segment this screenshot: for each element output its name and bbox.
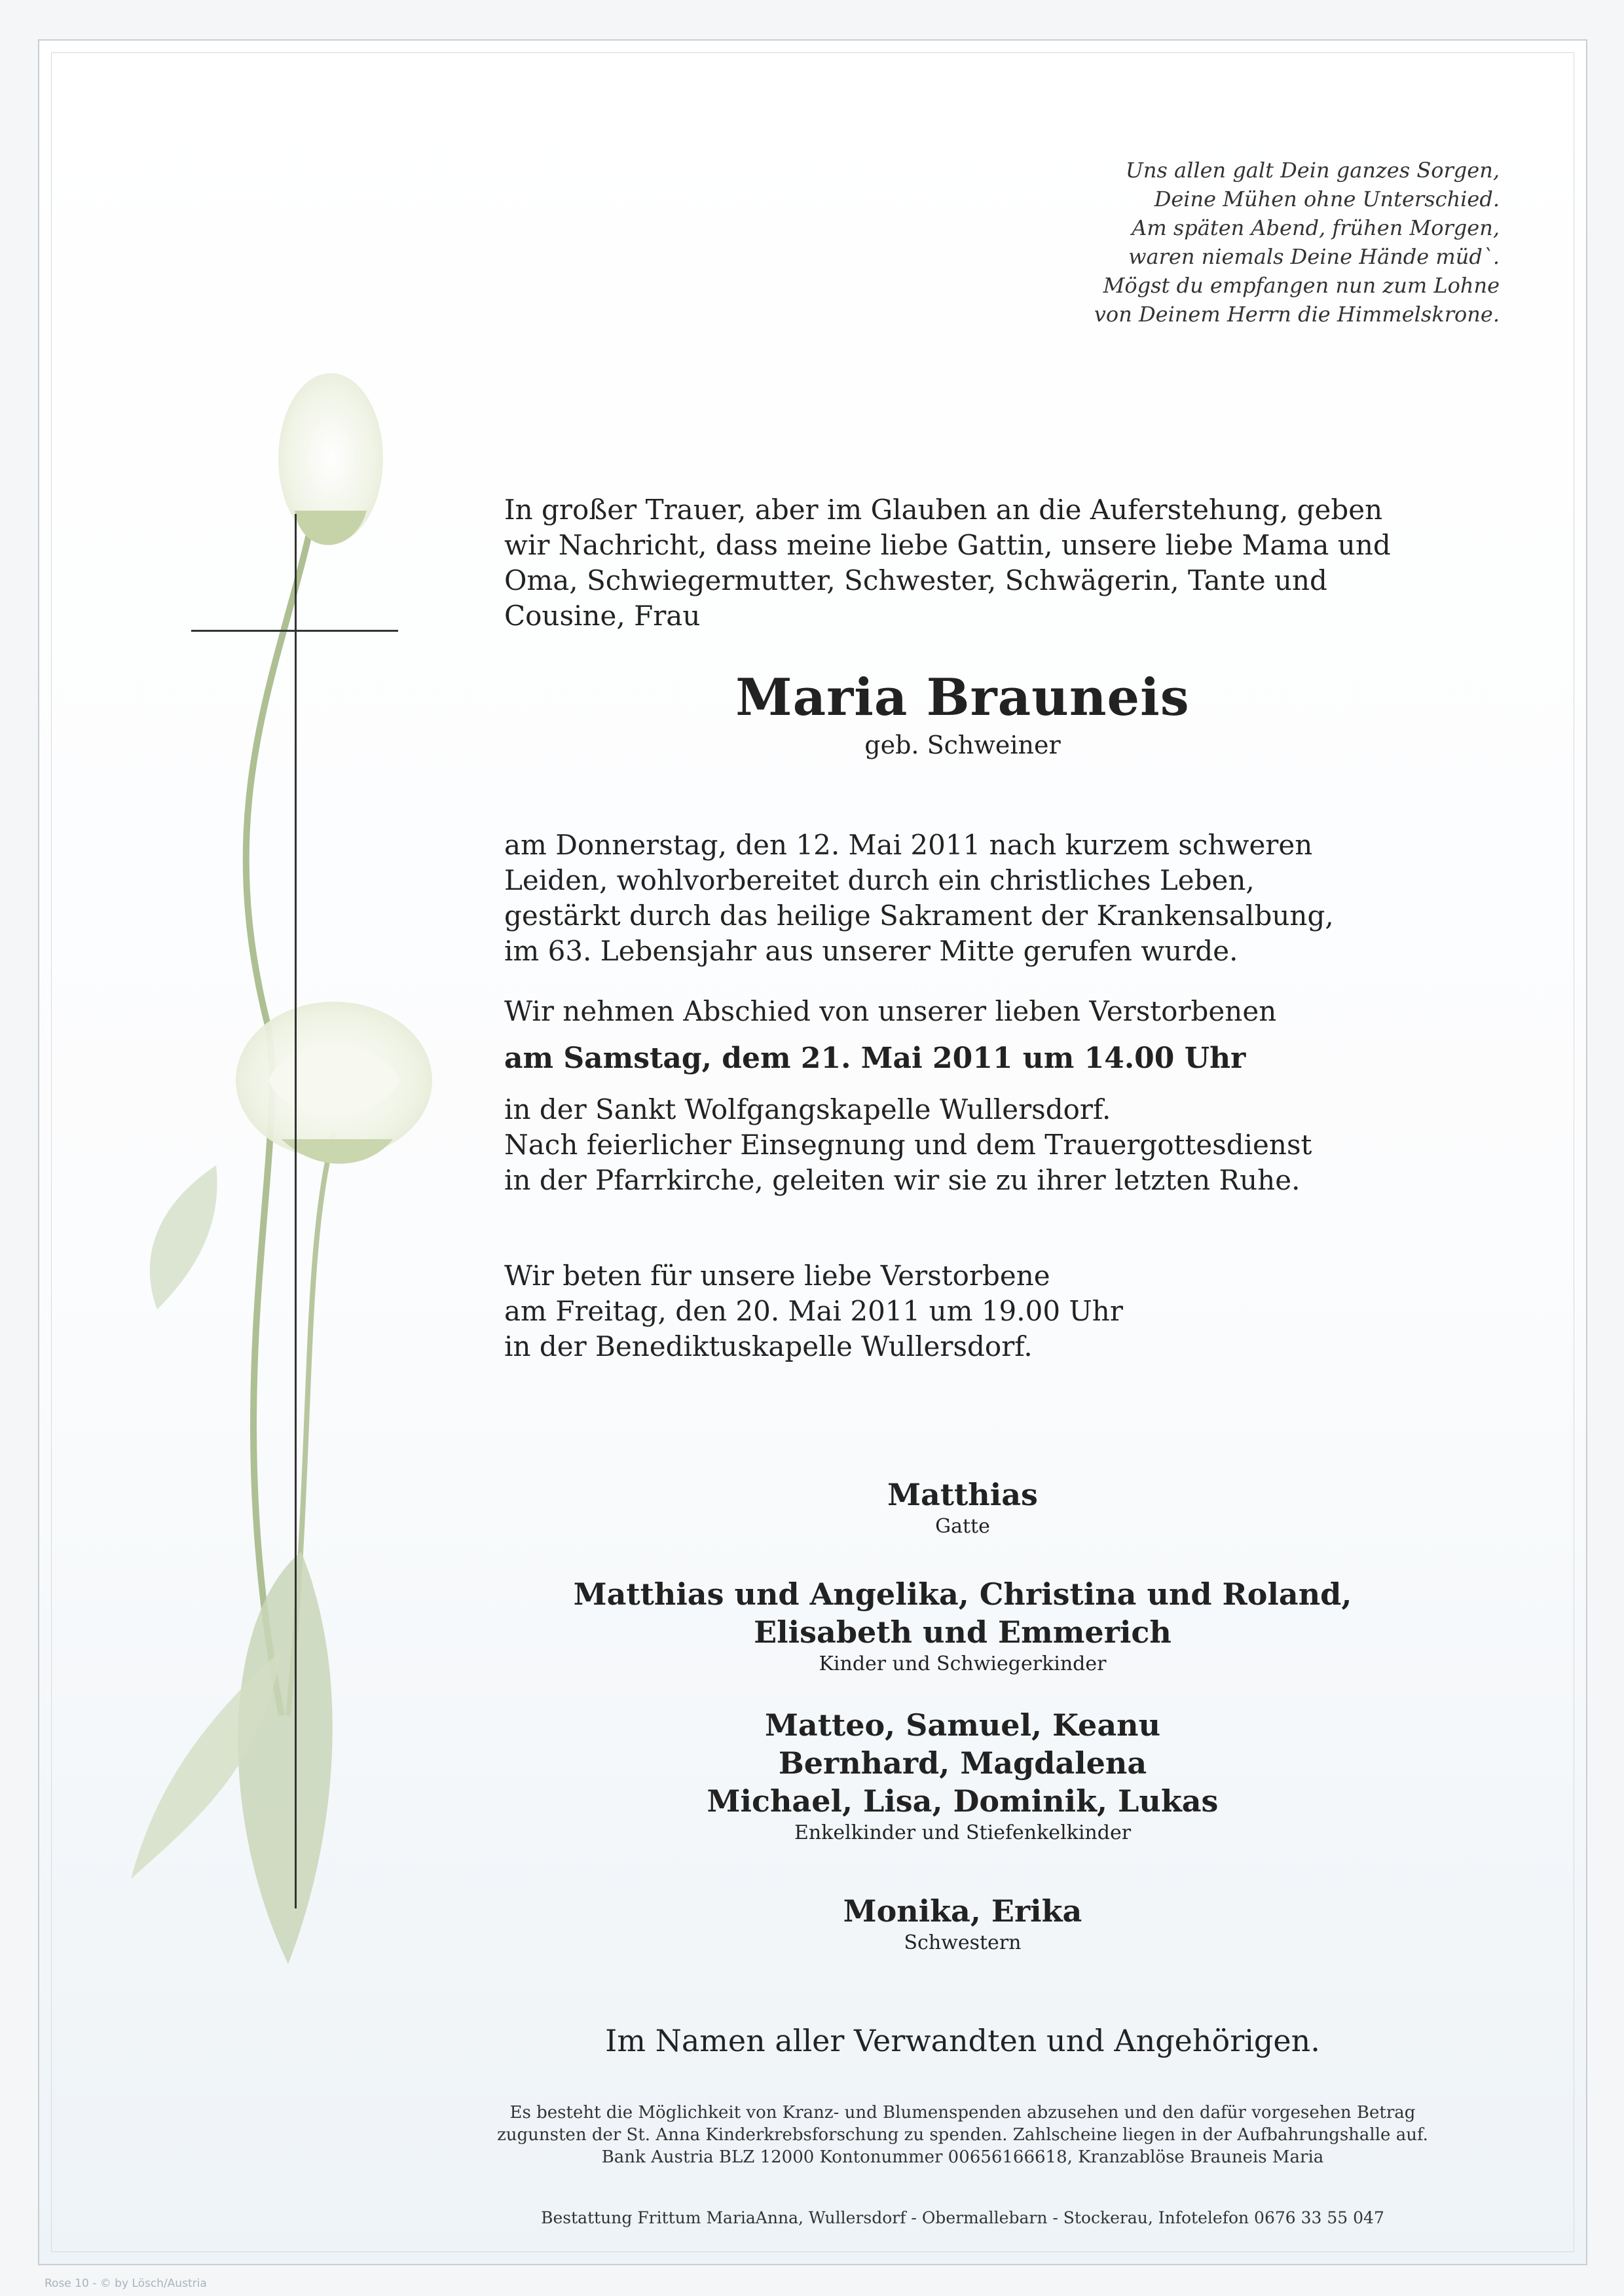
death-line: gestärkt durch das heilige Sakrament der Krankensalbung, [504, 900, 1334, 932]
farewell-line: in der Pfarrkirche, geleiten wir sie zu ihrer letzten Ruhe. [504, 1164, 1301, 1196]
poem-line: Uns allen galt Dein ganzes Sorgen, [1125, 158, 1500, 183]
mourner-names: Bernhard, Magdalena [778, 1745, 1147, 1781]
death-line: im 63. Lebensjahr aus unserer Mitte gerufen wurde. [504, 935, 1238, 967]
mourner-group-children [504, 1575, 1421, 1677]
farewell-line: Nach feierlicher Einsegnung und dem Trauergottesdienst [504, 1129, 1312, 1161]
intro-line: Oma, Schwiegermutter, Schwester, Schwägerin, Tante und [504, 564, 1327, 596]
poem-line: waren niemals Deine Hände müd`. [1128, 244, 1500, 269]
mourner-names: Matthias [887, 1477, 1038, 1512]
death-line: Leiden, wohlvorbereitet durch ein christliches Leben, [504, 864, 1255, 896]
intro-line: In großer Trauer, aber im Glauben an die Auferstehung, geben [504, 494, 1383, 526]
mourner-relation: Schwestern [904, 1931, 1022, 1954]
mourner-names: Elisabeth und Emmerich [754, 1614, 1172, 1650]
mourner-names: Monika, Erika [843, 1893, 1082, 1929]
farewell-place [504, 1092, 1421, 1198]
deceased-name: Maria Brauneis [735, 668, 1190, 727]
poem-line: Mögst du empfangen nun zum Lohne [1103, 273, 1500, 298]
design-credit: Rose 10 - © by Lösch/Austria [45, 2277, 207, 2290]
mourner-names: Matteo, Samuel, Keanu [764, 1707, 1161, 1743]
poem [904, 156, 1500, 329]
mourner-group-spouse [504, 1476, 1421, 1540]
mourner-relation: Kinder und Schwiegerkinder [819, 1652, 1107, 1675]
mourner-names: Matthias und Angelika, Christina und Roland, [573, 1576, 1352, 1612]
mourner-group-grandchildren [504, 1706, 1421, 1846]
mourner-names: Michael, Lisa, Dominik, Lukas [707, 1783, 1219, 1819]
intro-line: Cousine, Frau [504, 600, 701, 632]
mourner-group-sisters [504, 1892, 1421, 1956]
death-line: am Donnerstag, den 12. Mai 2011 nach kurzem schweren [504, 829, 1313, 861]
poem-line: Am späten Abend, frühen Morgen, [1132, 215, 1500, 240]
maiden-name: geb. Schweiner [864, 731, 1061, 759]
notice-line: Bank Austria BLZ 12000 Kontonummer 00656166618, Kranzablöse Brauneis Maria [601, 2147, 1324, 2167]
notice-line: zugunsten der St. Anna Kinderkrebsforschung zu spenden. Zahlscheine liegen in der Aufbahrungshalle auf. [497, 2125, 1428, 2145]
funeral-home-info: Bestattung Frittum MariaAnna, Wullersdorf - Obermallebarn - Stockerau, Infotelefon 0676 33 55 047 [541, 2208, 1384, 2227]
mourner-relation: Gatte [935, 1515, 990, 1538]
cross-horizontal [191, 630, 398, 632]
farewell-intro-text: Wir nehmen Abschied von unserer lieben Verstorbenen [504, 995, 1277, 1027]
prayer-line: Wir beten für unsere liebe Verstorbene [504, 1260, 1050, 1292]
donation-notice [406, 2102, 1519, 2168]
cross-vertical [295, 514, 297, 1908]
prayer-line: in der Benediktuskapelle Wullersdorf. [504, 1330, 1033, 1362]
prayer-line: am Freitag, den 20. Mai 2011 um 19.00 Uhr [504, 1295, 1123, 1327]
closing-line: Im Namen aller Verwandten und Angehörigen. [605, 2023, 1320, 2058]
farewell-intro [504, 994, 1421, 1029]
rose-illustration [118, 340, 511, 1977]
farewell-date [504, 1041, 1421, 1076]
announcement-intro [504, 492, 1421, 634]
farewell-date-text: am Samstag, dem 21. Mai 2011 um 14.00 Uhr [504, 1042, 1246, 1075]
poem-line: Deine Mühen ohne Unterschied. [1154, 187, 1500, 211]
prayer-info [504, 1258, 1421, 1364]
intro-line: wir Nachricht, dass meine liebe Gattin, unsere liebe Mama und [504, 529, 1391, 561]
death-details [504, 828, 1421, 969]
notice-line: Es besteht die Möglichkeit von Kranz- und Blumenspenden abzusehen und den dafür vorgesehen Betrag [509, 2103, 1416, 2123]
mourner-relation: Enkelkinder und Stiefenkelkinder [794, 1821, 1132, 1844]
poem-line: von Deinem Herrn die Himmelskrone. [1094, 302, 1500, 327]
farewell-line: in der Sankt Wolfgangskapelle Wullersdorf. [504, 1093, 1111, 1125]
